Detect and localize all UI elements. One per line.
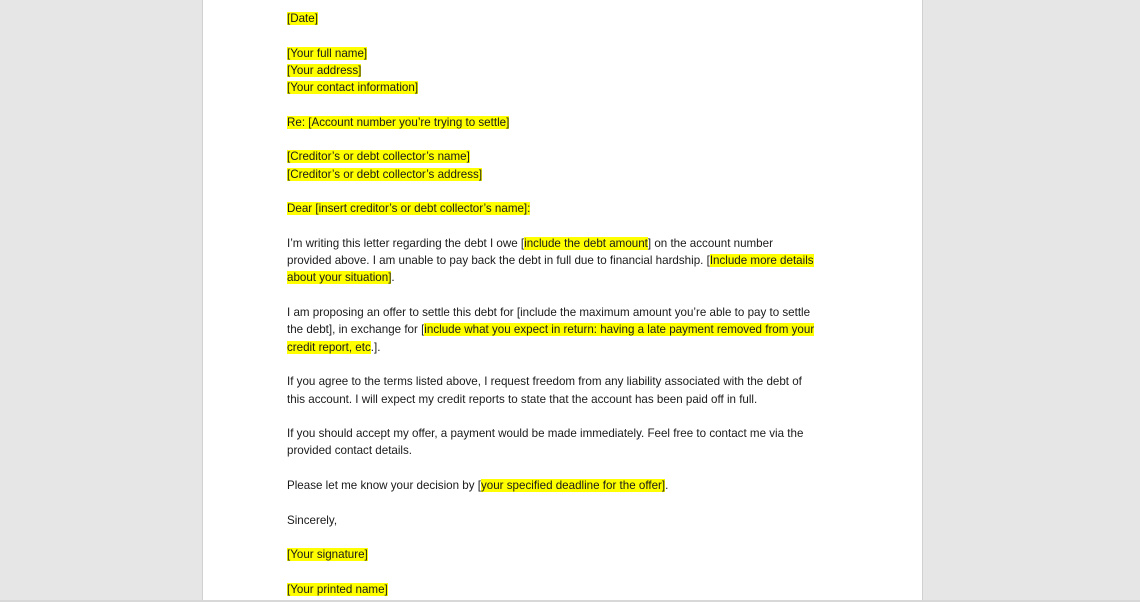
blank-line	[287, 356, 847, 373]
text-run: ] on the account number	[647, 236, 773, 250]
blank-line	[287, 287, 847, 304]
expected-return-placeholder: credit report, etc	[287, 340, 371, 354]
sender-address-placeholder: [Your address]	[287, 63, 362, 77]
paragraph-line	[287, 235, 847, 252]
blank-line	[287, 183, 847, 200]
letter-body[interactable]	[287, 10, 847, 598]
recipient-name-placeholder: [Creditor’s or debt collector’s name]	[287, 150, 470, 164]
text-run: the debt], in exchange for [	[287, 323, 425, 337]
paragraph-1	[287, 235, 847, 287]
signature-placeholder: [Your signature]	[287, 548, 368, 562]
paragraph-line: provided contact details.	[287, 444, 413, 458]
closing-line: Sincerely,	[287, 513, 338, 527]
paragraph-2	[287, 304, 847, 356]
paragraph-3	[287, 373, 847, 408]
text-run: provided above. I am unable to pay back the debt in full due to financial hardship. [	[287, 254, 710, 268]
date-line	[287, 10, 847, 27]
blank-line	[287, 529, 847, 546]
sender-name-line	[287, 45, 847, 62]
recipient-address-placeholder: [Creditor’s or debt collector’s address]	[287, 167, 483, 181]
re-line	[287, 114, 847, 131]
paragraph-line: If you should accept my offer, a payment would be made immediately. Feel free to contact me via the	[287, 427, 804, 441]
sender-address-line	[287, 62, 847, 79]
paragraph-line	[287, 339, 847, 356]
recipient-name-line	[287, 148, 847, 165]
paragraph-line: I am proposing an offer to settle this debt for [include the maximum amount you’re able to pay to settle	[287, 306, 811, 320]
paragraph-line	[287, 321, 847, 338]
text-run: .].	[370, 340, 381, 354]
document-page[interactable]	[202, 0, 923, 600]
printed-name-placeholder: [Your printed name]	[287, 582, 388, 596]
text-run: .	[665, 479, 669, 493]
blank-line	[287, 564, 847, 581]
salutation-placeholder: Dear [insert creditor’s or debt collector’s name]:	[287, 202, 531, 216]
blank-line	[287, 460, 847, 477]
situation-details-placeholder: about your situation]	[287, 271, 392, 285]
blank-line	[287, 218, 847, 235]
situation-details-placeholder: Include more details	[709, 254, 814, 268]
re-placeholder: Re: [Account number you’re trying to settle]	[287, 115, 510, 129]
sender-contact-placeholder: [Your contact information]	[287, 81, 419, 95]
text-run: I’m writing this letter regarding the debt I owe [	[287, 236, 525, 250]
paragraph-line	[287, 252, 847, 269]
signature-line	[287, 546, 847, 563]
text-run: Please let me know your decision by [	[287, 479, 481, 493]
paragraph-line: If you agree to the terms listed above, I request freedom from any liability associated with the debt of	[287, 375, 802, 389]
expected-return-placeholder: include what you expect in return: having a late payment removed from your	[424, 323, 815, 337]
blank-line	[287, 494, 847, 511]
printed-name-line	[287, 581, 847, 598]
date-placeholder: [Date]	[287, 12, 318, 25]
paragraph-line: this account. I will expect my credit reports to state that the account has been paid off in full.	[287, 392, 758, 406]
salutation-line	[287, 200, 847, 217]
blank-line	[287, 27, 847, 44]
debt-amount-placeholder: include the debt amount	[524, 236, 648, 250]
paragraph-5	[287, 477, 847, 494]
blank-line	[287, 131, 847, 148]
deadline-placeholder: your specified deadline for the offer]	[480, 479, 666, 493]
sender-contact-line	[287, 79, 847, 96]
blank-line	[287, 96, 847, 113]
paragraph-4	[287, 425, 847, 460]
sender-name-placeholder: [Your full name]	[287, 46, 368, 60]
blank-line	[287, 408, 847, 425]
recipient-address-line	[287, 166, 847, 183]
paragraph-line	[287, 269, 847, 286]
text-run: .	[391, 271, 395, 285]
